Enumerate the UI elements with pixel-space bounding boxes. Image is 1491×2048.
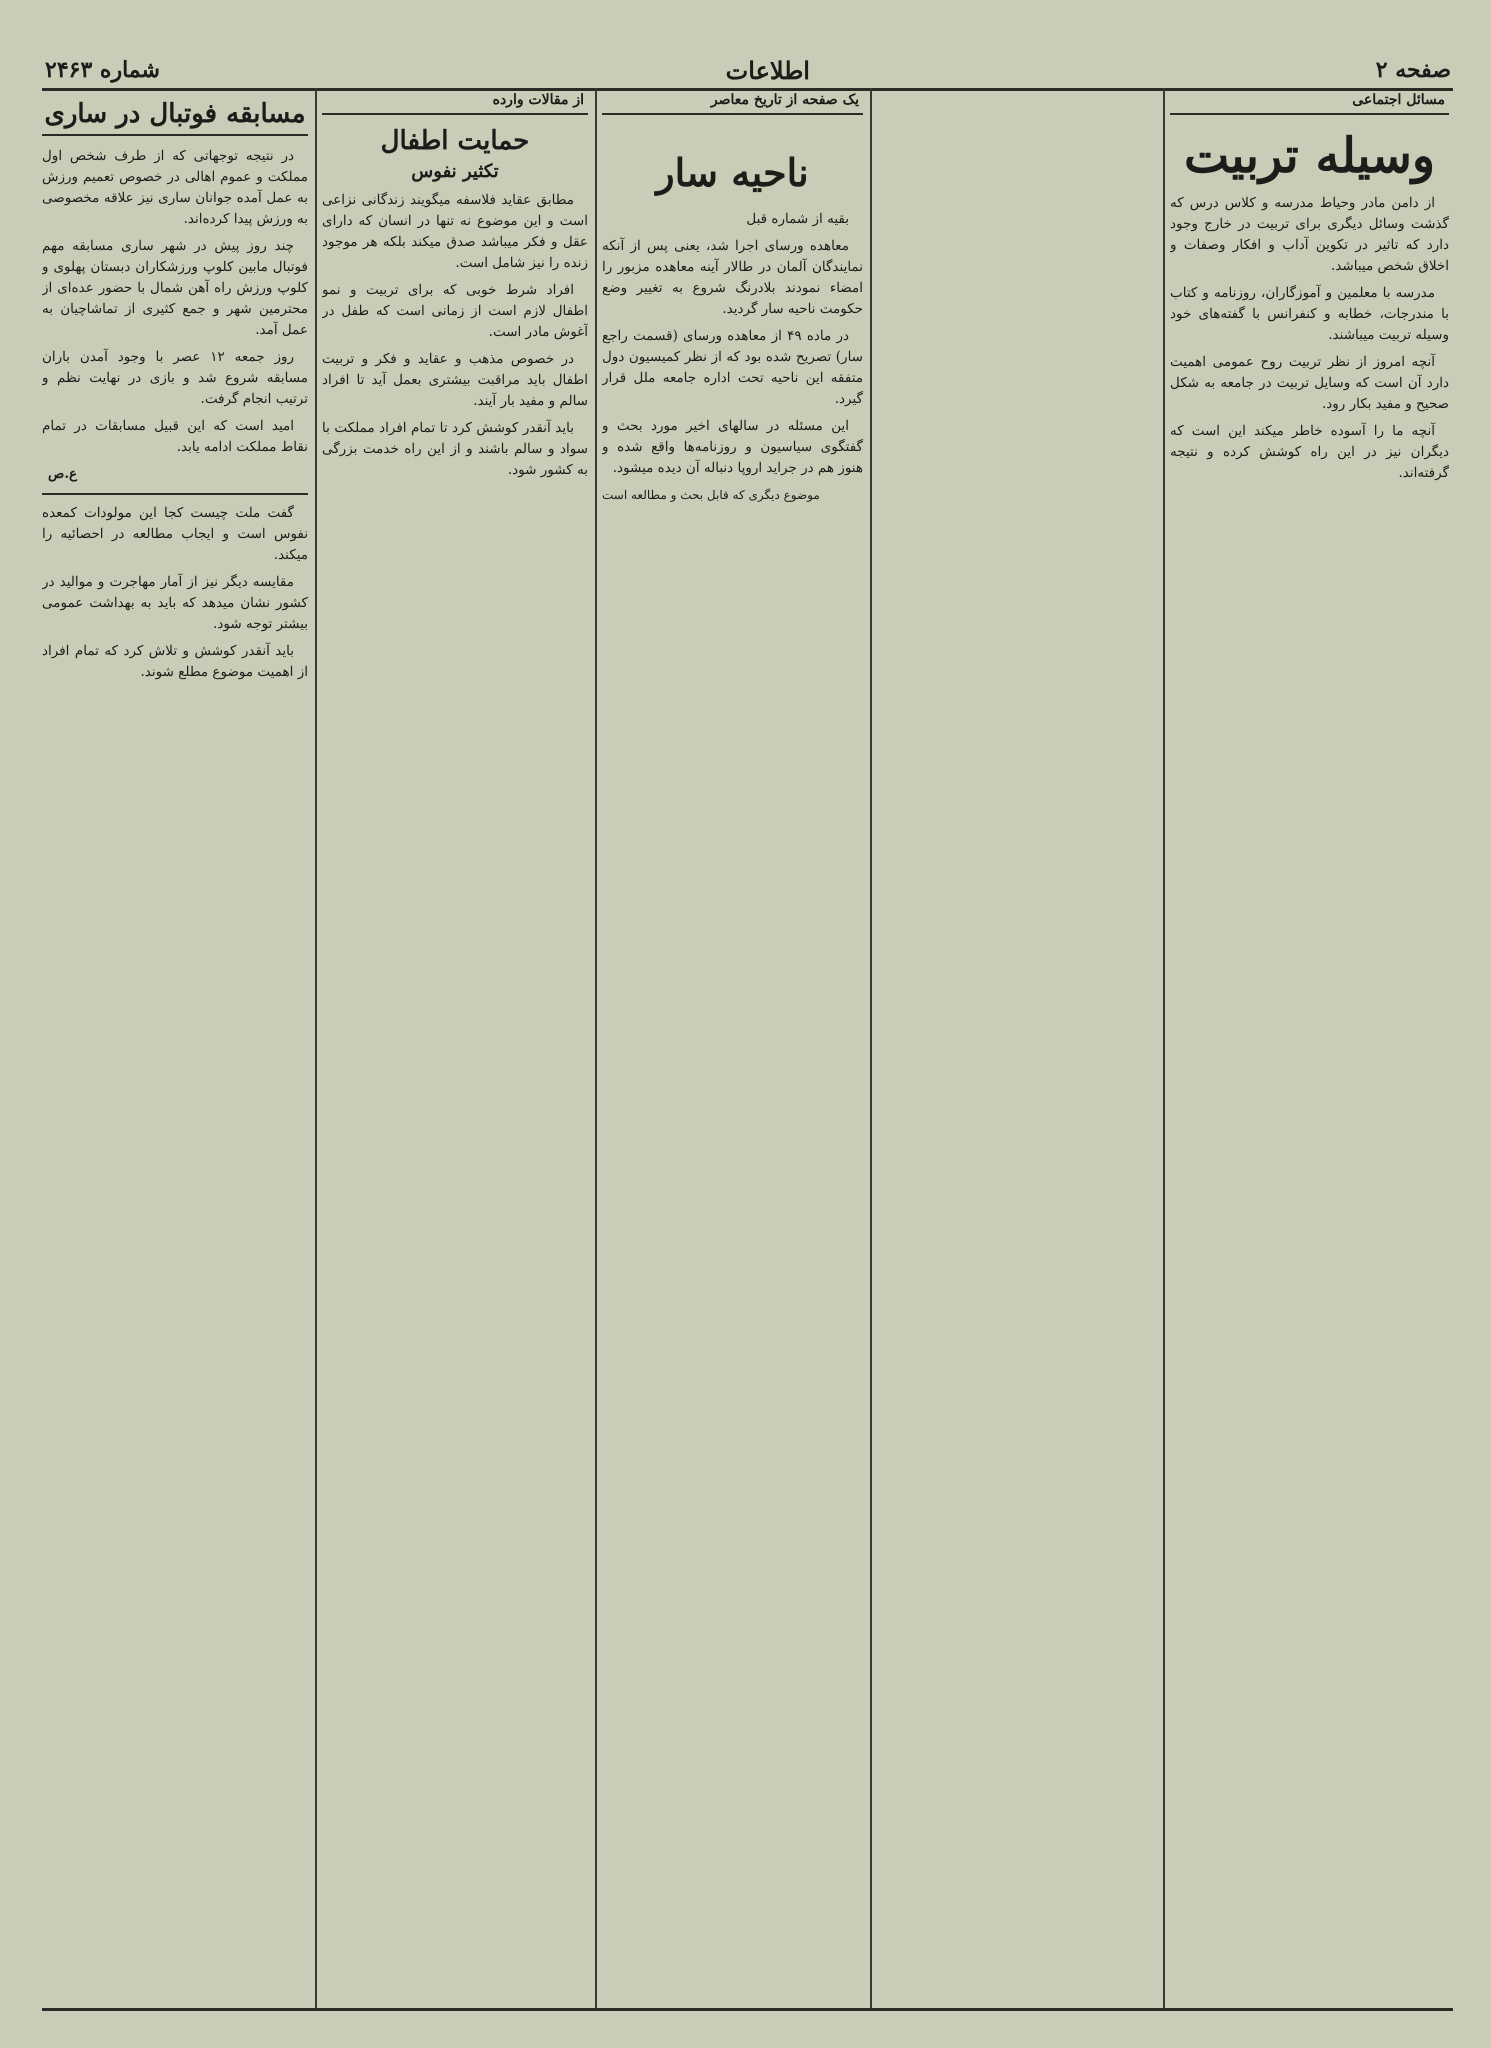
paragraph: بقیه از شماره قبل [746,211,849,227]
paragraph: از دامن مادر وحیاط مدرسه و کلاس درس که گذشت وسائل دیگری برای تربیت در خارج وجود دارد که تاثیر در تکوین آداب و افکار وصفات و اخلاق شخص میباشد. [1170,195,1449,274]
section-kicker: یک صفحه از تاریخ معاصر [602,88,863,115]
paragraph: افراد شرط خوبی که برای تربیت و نمو اطفال لازم است از زمانی است که طفل در آغوش مادر است. [322,282,588,340]
column-rule [595,88,597,2010]
article-football-sari [42,88,308,2008]
paragraph: در ماده ۴۹ از معاهده ورسای (قسمت راجع سار) تصریح شده بود که از نظر کمیسیون دول متفقه این ناحیه تحت اداره جامعه ملل قرار گیرد. [602,328,863,407]
continued-note: موضوع دیگری که قابل بحث و مطالعه است [602,488,820,502]
section-divider [42,493,308,495]
paragraph: این مسئله در سالهای اخیر مورد بحث و گفتگوی سیاسیون و روزنامه‌ها واقع شده و هنوز هم در جراید اروپا دنباله آن دیده میشود. [602,418,863,476]
paragraph: باید آنقدر کوشش کرد تا تمام افراد مملکت با سواد و سالم باشند و از این راه خدمت بزرگی به کشور شود. [322,420,588,478]
notice-body [42,503,308,683]
footer-rule [42,2008,1453,2011]
article-saar-region [602,88,863,2008]
article-body [602,209,863,479]
issue-label: شماره ۲۴۶۳ [45,57,160,83]
paper-name: اطلاعات [725,55,810,85]
author-signature: ع.ص [48,466,78,482]
column-rule [315,88,317,2010]
paragraph: در نتیجه توجهاتی که از طرف شخص اول مملکت و عموم اهالی در خصوص تعمیم ورزش به عمل آمده جوانان ساری نیز علاقه مخصوصی به ورزش پیدا کرده‌اند. [42,148,308,227]
article-subtitle: تکثیر نفوس [411,161,499,182]
article-title: وسیله تربیت [1183,128,1436,184]
column-rule [870,88,872,2010]
article-title: ناحیه سار [656,150,809,195]
paragraph: معاهده ورسای اجرا شد، یعنی پس از آنکه نمایندگان آلمان در طالار آینه معاهده مزبور را امضاء نمودند بلادرنگ شروع به تغییر وضع حکومت ناحیه سار گردید. [602,238,863,317]
masthead [45,52,1451,88]
paragraph: مدرسه با معلمین و آموزگاران، روزنامه و کتاب با مندرجات، خطابه و کنفرانس با گفته‌های خود وسیله تربیت میباشند. [1170,285,1449,343]
section-kicker: از مقالات وارده [322,88,588,115]
paragraph: باید آنقدر کوشش و تلاش کرد که تمام افراد از اهمیت موضوع مطلع شوند. [42,643,308,680]
paragraph: روز جمعه ۱۲ عصر با وجود آمدن باران مسابقه شروع شد و بازی در نهایت نظم و ترتیب انجام گرفت. [42,349,308,407]
paragraph: آنچه امروز از نظر تربیت روح عمومی اهمیت دارد آن است که وسایل تربیت در جامعه به شکل صحیح و مفید بکار رود. [1170,354,1449,412]
article-body [322,190,588,481]
paragraph: در خصوص مذهب و عقاید و فکر و تربیت اطفال باید مراقبت بیشتری بعمل آید تا افراد سالم و مفید بار آیند. [322,351,588,409]
page-label: صفحه ۲ [1375,57,1451,83]
paragraph: گفت ملت چیست کجا این مولودات کمعده نفوس است و ایجاب مطالعه در احصائیه را میکند. [42,505,308,563]
paragraph: چند روز پیش در شهر ساری مسابقه مهم فوتبال مابین کلوپ ورزشکاران دبستان پهلوی و کلوپ ورزش راه آهن شمال با حضور عده‌ای از محترمین شهر و جمع کثیری از تماشاچیان به عمل آمد. [42,238,308,338]
paragraph: مقایسه دیگر نیز از آمار مهاجرت و موالید در کشور نشان میدهد که باید به بهداشت عمومی بیشتر توجه شود. [42,574,308,632]
paragraph: امید است که این قبیل مسابقات در تمام نقاط مملکت ادامه یابد. [42,418,308,455]
article-title: حمایت اطفال [380,126,530,156]
section-kicker: مسائل اجتماعی [1170,88,1449,115]
article-child-protection [322,88,588,2008]
article-body [42,146,308,458]
paragraph: مطابق عقاید فلاسفه میگویند زندگانی نزاعی است و این موضوع نه تنها در انسان که دارای عقل و فکر میباشد صدق میکند بلکه هر موجود زنده را نیز شامل است. [322,192,588,271]
article-body [1170,193,1449,484]
column-rule [1163,88,1165,2010]
paragraph: آنچه ما را آسوده خاطر میکند این است که دیگران نیز در این راه کوشش کرده و نتیجه گرفته‌اند. [1170,423,1449,481]
article-education-means [1170,88,1449,2008]
article-title: مسابقه فوتبال در ساری [42,94,308,136]
